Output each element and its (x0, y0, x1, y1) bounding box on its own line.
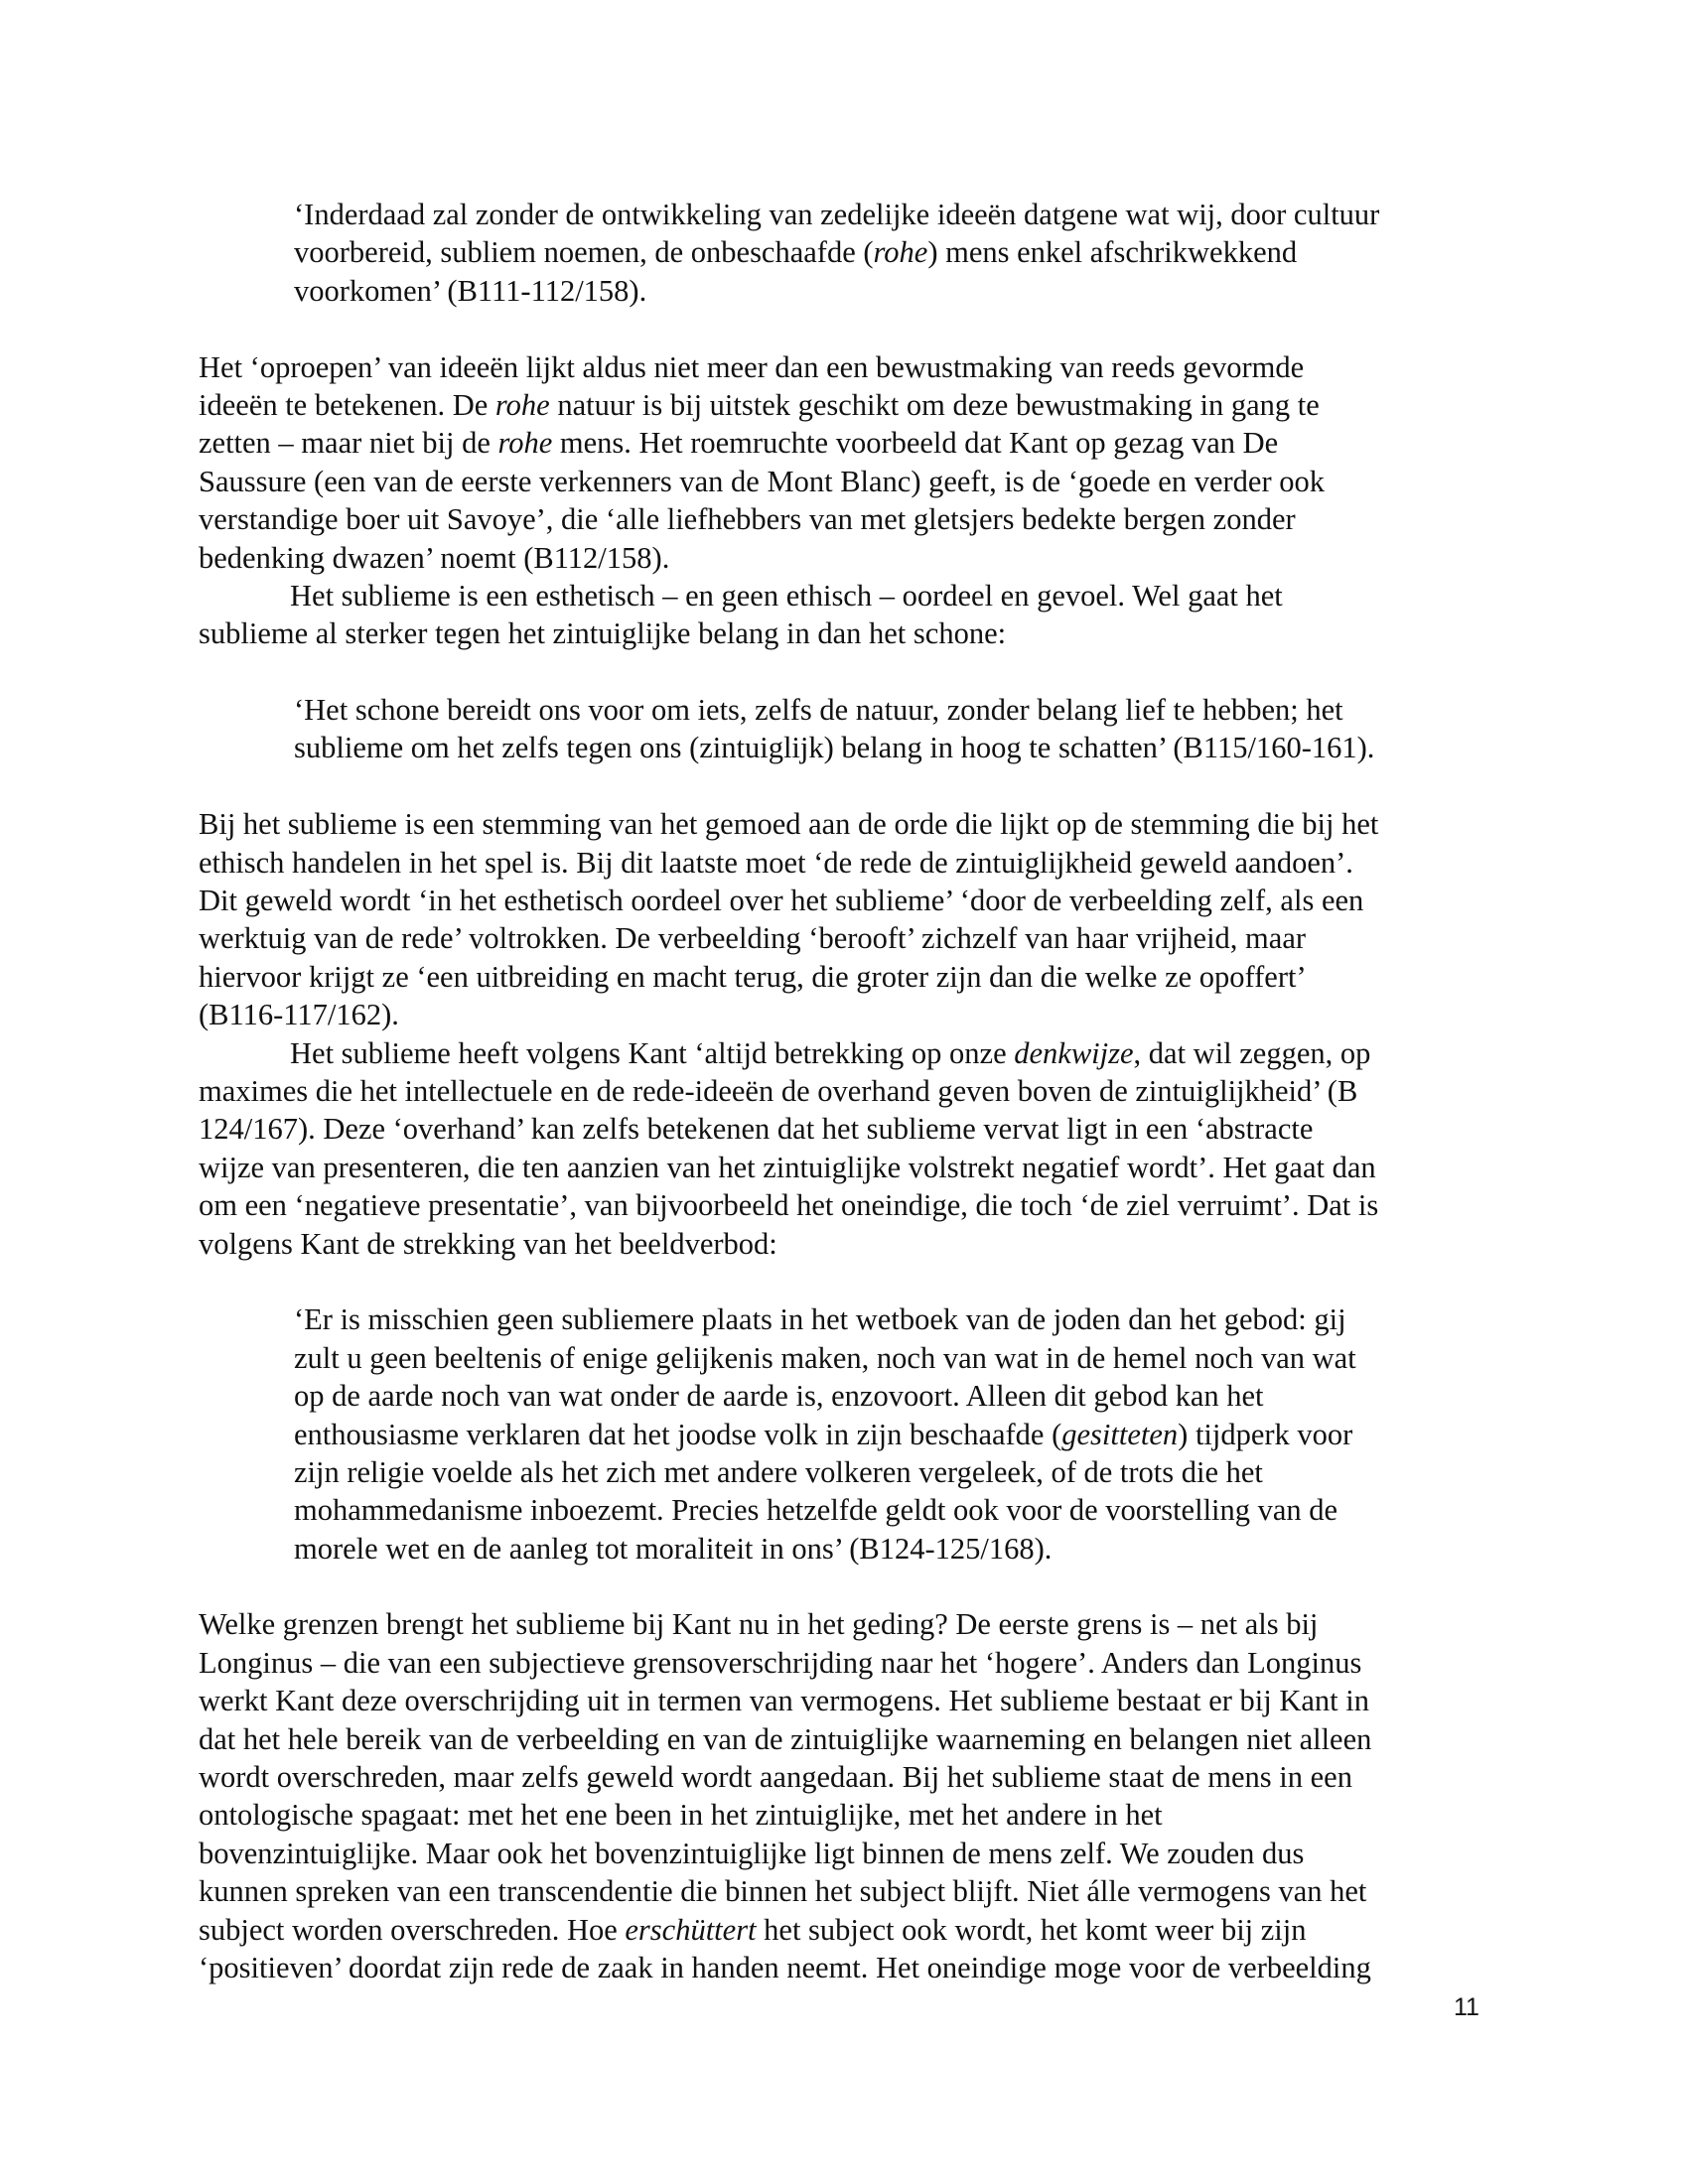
italic-term: gesitteten (1061, 1417, 1179, 1451)
paragraph-1 (199, 348, 1489, 577)
text-line: bedenking dwazen’ noemt (B112/158). (199, 540, 670, 575)
text-line: wordt overschreden, maar zelfs geweld wordt aangedaan. Bij het sublieme staat de mens in een (199, 1760, 1352, 1795)
italic-term: rohe (494, 387, 550, 422)
text-line: voorbereid, subliem noemen, de onbeschaafde (rohe) mens enkel afschrikwekkend (294, 235, 1298, 270)
text-line: sublieme om het zelfs tegen ons (zintuiglijk) belang in hoog te schatten’ (B115/160-161). (294, 731, 1375, 765)
text-line: ontologische spagaat: met het ene been in het zintuiglijke, met het andere in het (199, 1798, 1163, 1833)
paragraph-4 (199, 1034, 1489, 1263)
page-body (199, 196, 1489, 1986)
spacer (199, 1568, 1489, 1605)
text-line: mohammedanisme inboezemt. Precies hetzelfde geldt ook voor de voorstelling van de (294, 1493, 1338, 1528)
italic-term: rohe (497, 426, 553, 461)
paragraph-5 (199, 1605, 1489, 1986)
text-line: zetten – maar niet bij de rohe mens. Het roemruchte voorbeeld dat Kant op gezag van De (199, 426, 1279, 461)
text-line: hiervoor krijgt ze ‘een uitbreiding en macht terug, die groter zijn dan die welke ze opoffert’ (199, 959, 1307, 994)
block-quote-2 (294, 691, 1489, 767)
text-line: zijn religie voelde als het zich met andere volkeren vergeleek, of de trots die het (294, 1454, 1263, 1489)
paragraph-3 (199, 805, 1489, 1033)
block-quote-1 (294, 196, 1489, 310)
text-line: Saussure (een van de eerste verkenners van de Mont Blanc) geeft, is de ‘goede en verder ook (199, 464, 1325, 498)
text-line: ‘positieven’ doordat zijn rede de zaak in handen neemt. Het oneindige moge voor de verbeelding (199, 1950, 1371, 1984)
text-line: morele wet en de aanleg tot moraliteit in ons’ (B124-125/168). (294, 1531, 1053, 1566)
text-line: Dit geweld wordt ‘in het esthetisch oordeel over het sublieme’ ‘door de verbeelding zelf, als een (199, 884, 1364, 918)
text-line: Het ‘oproepen’ van ideeën lijkt aldus niet meer dan een bewustmaking van reeds gevormde (199, 349, 1305, 384)
paragraph-2 (199, 577, 1489, 653)
text-line: Bij het sublieme is een stemming van het gemoed aan de orde die lijkt op de stemming die bij het (199, 807, 1379, 842)
text-line: ‘Inderdaad zal zonder de ontwikkeling van zedelijke ideeën datgene wat wij, door cultuur (294, 198, 1380, 231)
block-quote-3 (294, 1300, 1489, 1568)
text-line: kunnen spreken van een transcendentie die binnen het subject blijft. Niet álle vermogens van het (199, 1874, 1367, 1909)
text-line: 124/167). Deze ‘overhand’ kan zelfs betekenen dat het sublieme vervat ligt in een ‘abstracte (199, 1112, 1314, 1147)
text-line: ideeën te betekenen. De rohe natuur is bij uitstek geschikt om deze bewustmaking in gang te (199, 387, 1320, 422)
text-line: voorkomen’ (B111-112/158). (294, 273, 647, 308)
text-line: werkt Kant deze overschrijding uit in termen van vermogens. Het sublieme bestaat er bij Kant in (199, 1684, 1369, 1718)
spacer (199, 1263, 1489, 1300)
spacer (199, 767, 1489, 805)
text-line: Longinus – die van een subjectieve grensoverschrijding naar het ‘hogere’. Anders dan Longinus (199, 1645, 1362, 1680)
text-line: werktuig van de rede’ voltrokken. De verbeelding ‘berooft’ zichzelf van haar vrijheid, maar (199, 921, 1307, 956)
spacer (199, 310, 1489, 347)
page-number: 11 (1454, 1993, 1479, 2021)
italic-term: rohe (873, 235, 928, 270)
text-line: Het sublieme heeft volgens Kant ‘altijd betrekking op onze denkwijze, dat wil zeggen, op (290, 1035, 1371, 1070)
text-line: subject worden overschreden. Hoe erschüttert het subject ook wordt, het komt weer bij zijn (199, 1912, 1307, 1947)
text-line: ethisch handelen in het spel is. Bij dit laatste moet ‘de rede de zintuiglijkheid geweld aandoen’. (199, 845, 1353, 880)
text-line: op de aarde noch van wat onder de aarde is, enzovoort. Alleen dit gebod kan het (294, 1379, 1264, 1414)
text-line: verstandige boer uit Savoye’, die ‘alle liefhebbers van met gletsjers bedekte bergen zonder (199, 502, 1296, 537)
text-line: om een ‘negatieve presentatie’, van bijvoorbeeld het oneindige, die toch ‘de ziel verruimt’. Dat is (199, 1188, 1379, 1223)
italic-term: denkwijze (1014, 1035, 1134, 1070)
text-line: zult u geen beeltenis of enige gelijkenis maken, noch van wat in de hemel noch van wat (294, 1340, 1356, 1375)
text-line: Het sublieme is een esthetisch – en geen ethisch – oordeel en gevoel. Wel gaat het (290, 578, 1283, 613)
text-line: bovenzintuiglijke. Maar ook het bovenzintuiglijke ligt binnen de mens zelf. We zouden dus (199, 1836, 1305, 1870)
text-line: maximes die het intellectuele en de rede-ideeën de overhand geven boven de zintuiglijkheid’ (B (199, 1073, 1358, 1108)
text-line: wijze van presenteren, die ten aanzien van het zintuiglijke volstrekt negatief wordt’. Het gaat dan (199, 1150, 1376, 1184)
text-line: (B116-117/162). (199, 998, 399, 1032)
text-line: enthousiasme verklaren dat het joodse volk in zijn beschaafde (gesitteten) tijdperk voor (294, 1417, 1353, 1451)
text-line: ‘Het schone bereidt ons voor om iets, zelfs de natuur, zonder belang lief te hebben; het (294, 693, 1343, 728)
text-line: volgens Kant de strekking van het beeldverbod: (199, 1226, 777, 1261)
text-line: dat het hele bereik van de verbeelding en van de zintuiglijke waarneming en belangen niet alleen (199, 1721, 1372, 1756)
text-line: sublieme al sterker tegen het zintuiglijke belang in dan het schone: (199, 616, 1007, 651)
text-line: Welke grenzen brengt het sublieme bij Kant nu in het geding? De eerste grens is – net als bij (199, 1607, 1319, 1642)
italic-term: erschüttert (625, 1912, 757, 1947)
spacer (199, 653, 1489, 691)
text-line: ‘Er is misschien geen subliemere plaats in het wetboek van de joden dan het gebod: gij (294, 1302, 1346, 1337)
